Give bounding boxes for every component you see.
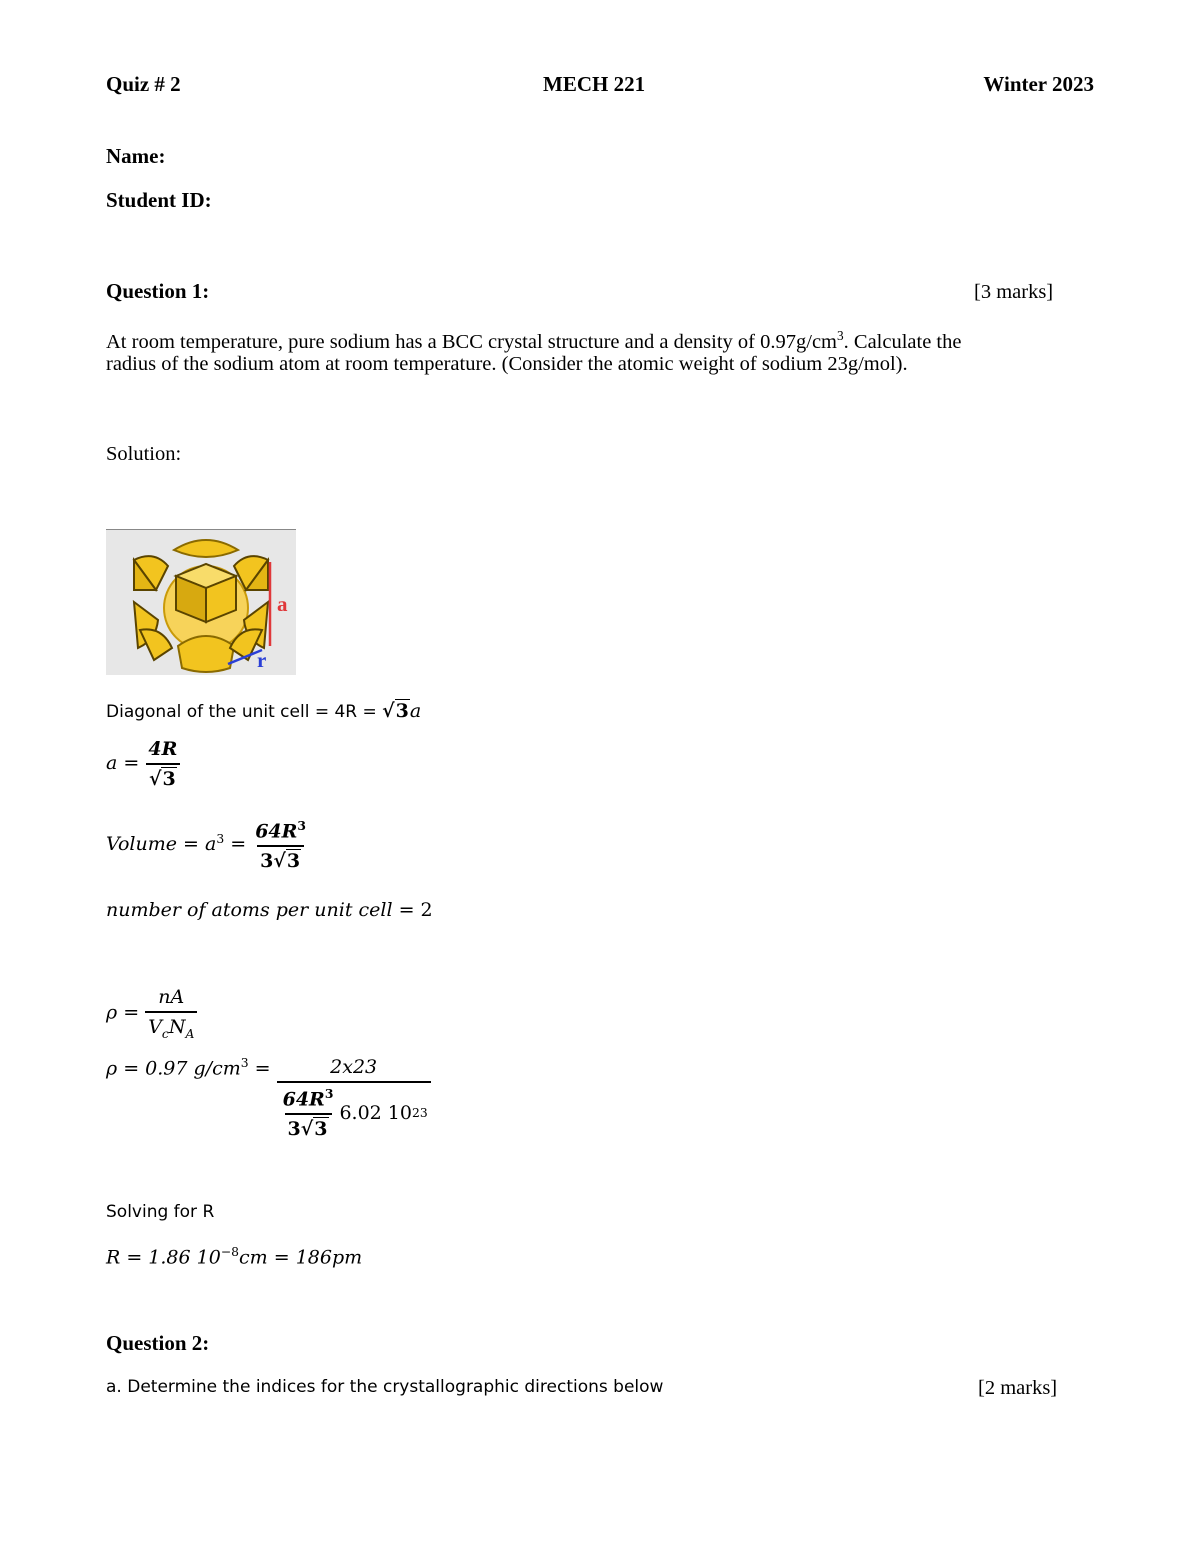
student-id-label: Student ID: — [106, 188, 212, 212]
density-substitution: ρ = 0.97 $g/cm^3$ = 2x23 $\frac{64R^3}{3√3}$ 6.02 10 23 — [106, 1056, 431, 1140]
radius-result: R = 1.86 $10^{-8}cm = 186pm$ — [106, 1245, 363, 1269]
radius-label-r: r — [257, 648, 267, 672]
term: Winter 2023 — [983, 72, 1094, 96]
question-2-title: Question 2: — [106, 1331, 210, 1355]
density-formula: ρ = $\frac{nA}{V_cN_A}$ — [106, 986, 197, 1041]
question-1-title: Question 1: — [106, 279, 210, 303]
solving-for-r-text: Solving for R — [106, 1202, 215, 1222]
quiz-number: Quiz # 2 — [106, 72, 181, 96]
lattice-parameter-equation: a = $\frac{4R}{√3}$ — [106, 738, 180, 790]
atoms-per-cell-equation: number of atoms per unit cell = 2 — [106, 899, 433, 921]
question-2-part-a: a. Determine the indices for the crystallographic directions below — [106, 1377, 664, 1397]
name-label: Name: — [106, 144, 166, 168]
bcc-unit-cell-illustration — [106, 530, 296, 675]
question-1-marks: [3 marks] — [974, 281, 1054, 303]
volume-equation: Volume = $a^3$ = $\frac{64R^3}{3√3}$ — [106, 818, 307, 873]
diagonal-equation: Diagonal of the unit cell = 4R = √3a — [106, 700, 422, 722]
course-code: MECH 221 — [543, 72, 646, 96]
question-2-marks: [2 marks] — [978, 1377, 1058, 1399]
bcc-unit-cell-figure — [106, 529, 296, 675]
question-1-text-line2: radius of the sodium atom at room temperature. (Consider the atomic weight of sodium 23g/mol). — [106, 353, 908, 375]
edge-label-a: a — [277, 592, 288, 616]
question-1-text-line1: At room temperature, pure sodium has a BCC crystal structure and a density of $0.97g/cm^3$. Calculate the — [106, 328, 962, 353]
solution-label: Solution: — [106, 443, 182, 465]
